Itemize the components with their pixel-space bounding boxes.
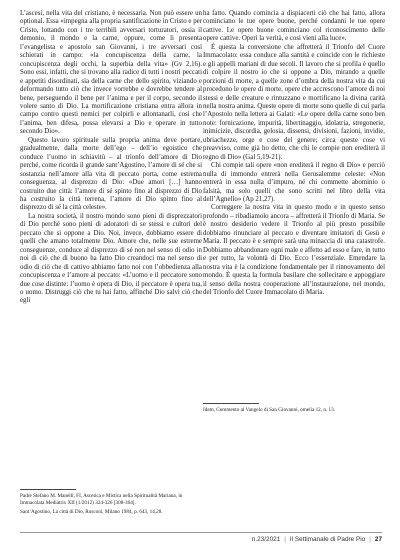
footnote-divider [203,403,259,404]
separator: | [369,536,371,543]
footnotes-left [20,493,202,519]
issue-number: n.23/2021 [251,536,281,543]
paragraph: ha fatto. Quando comincia a dispiacerti ciò che hai fatto, allora cominciano le tue opere buone, perché condanni le tue opere cattive. Le opere buone cominciano col riconoscimento delle opere cattive. Operi la verità, e così vieni alla luce». [203,10,385,43]
paragraph: È questa la conversione che affretterà il Trionfo del Cuore Immacolato: essa conduce alla santità e coincide con le richieste e gli appelli mariani di due secoli. Il lavoro che si profila è quello di colpire il nostro io che si oppone a Dio, mirando a quelle porzioni di morte, a quelle zone d’ombra della nostra vita da cui procedono le opere di morte, opere che accrescono l’amore di noi stessi e delle creature e rintuzzano e mortificano la divina carità nella nostra anima. Queste opere di morte sono quelle di cui parla l’Apostolo nella lettera ai Galati: «Le opere della carne sono ben note: fornicazione, impurità, libertinaggio, idolatria, stregonerie, inimicizie, discordia, gelosia, dissensi, divisioni, fazioni, invidie, ubriachezze, orge e cose del genere; circa queste cose vi preavviso, come già ho detto, che chi le compie non erediterà il regno di Dio» (Gal 5,19-21). [203,43,385,161]
separator: | [284,536,286,543]
footer-divider [20,532,382,533]
paragraph: Questo lavoro spirituale sulla propria anima deve portare, gradualmente, dalla morte dell’ego – dell’io egoistico che conduce l’uomo in schiavitù – al trionfo dell’amore di Dio perché, come ricorda il grande sant’Agostino, l’amore di sé che si sostanzia nell’amore alla vita di peccato porta, come estrema conseguenza, al disprezzo di Dio: «Due amori […] hanno costruito due città: l’amore di sé spinto fino al disprezzo di Dio ha costruito la città terrena, l’amore di Dio spinto fino al disprezzo di sé la città celeste». [20,136,202,212]
page-footer [252,536,382,543]
footnotes-right [203,407,385,416]
footnote: Sant’Agostino, La città di Dio, Rusconi, Milano 1984, p. 643, 14,28. [20,509,163,516]
paragraph: L’ascesi, nella vita del cristiano, è necessaria. Non può essere un optional. Essa «impegna alla propria santificazione in Cristo e per Cristo, lottando con i tre terribili avversari torturatori, ossia il demonio, il mondo e la carne, oppure, come li presenta l’evangelista e apostolo san Giovanni, i tre avversari così schierati in campo: «la concupiscenza della carne, la concupiscenza degli occhi, la superbia della vita» (Gv 2,16). Sono essi, infatti, che si trovano alla radice di tutti i nostri peccati e appetiti disordinati, sia della carne che dello spirito, viziando e deformando tutto ciò che invece vorrebbe e dovrebbe tendere al bene, perseguendo il bene per l’anima e per il corpo, secondo il volere santo di Dio. La mortificazione cristiana entra allora in campo contro questi nemici per colpirli e allontanarli, così che l’anima, ben difesa, possa elevarsi a Dio e operare in tutto secondo Dio». [20,10,202,136]
footnote: Padre Stefano M. Manelli, FI, Ascetica e Mistica nella Spiritualità Mariana, in Immacolata Mediatrix XII (1/2012) 324-326 [308-364]. [20,493,183,507]
page-number: 27 [374,536,382,543]
paragraph: Chi compie tali opere «non erediterà il regno di Dio» e perciò nulla di immondo entrerà nella Gerusalemme celeste: «Non entrerà in essa nulla d’impuro, né chi commette abominio o falsità, ma solo quelli che sono scritti nel libro della vita dell’Agnello» (Ap 21,27). [203,162,385,203]
left-column [20,10,202,306]
paragraph: La nostra società, il nostro mondo sono pieni di disprezzatori di Dio perché sono pieni di adoratori di se stessi e cultori del peccato che si oppone a Dio. Noi, invece, dobbiamo essere di quelli che amano totalmente Dio. Amore che, nelle sue estreme conseguenze, conduce al disprezzo di sé non nel senso di odio in noi di ciò che di buono ha fatto Dio creandoci ma nel senso di odio di ciò che di cattivo abbiamo fatto noi con l’obbedienza alla concupiscenza e l’amore al peccato: «L’uomo e il peccatore sono due cose distinte: l’uomo è opera di Dio, il peccatore è opera tua, o uomo. Distruggi ciò che tu hai fatto, affinché Dio salvi ciò che egli [20,212,202,305]
right-column [203,10,385,297]
paragraph: Correggere la nostra vita in questo modo e in questo senso profondo – ribadiamolo ancora – affretterà il Trionfo di Maria. Se è nostro desiderio vedere il Trionfo al più presto possibile dobbiamo rinunciare al peccato e diventare imitatori di Gesù e Maria. Il peccato è e sempre sarà una minaccia di una catastrofe. Dobbiamo abbandonare ogni male e affetto ad esso e fare, in tutto e per tutto, la volontà di Dio. Ecco l’essenziale. Emendare la nostra vita è la condizione fondamentale per il rinnovamento del mondo. È questa la formula basilare che sollecitare e appoggiare il senso della nostra cooperazione all’instaurazione, nel mondo, del Trionfo del Cuore Immacolato di Maria. [203,204,385,296]
footnote: Idem, Commento al Vangelo di San Giovanni, omelia 12, n. 13. [203,407,336,413]
magazine-title: Il Settimanale di Padre Pio [289,536,366,543]
footnote-divider [20,489,76,490]
